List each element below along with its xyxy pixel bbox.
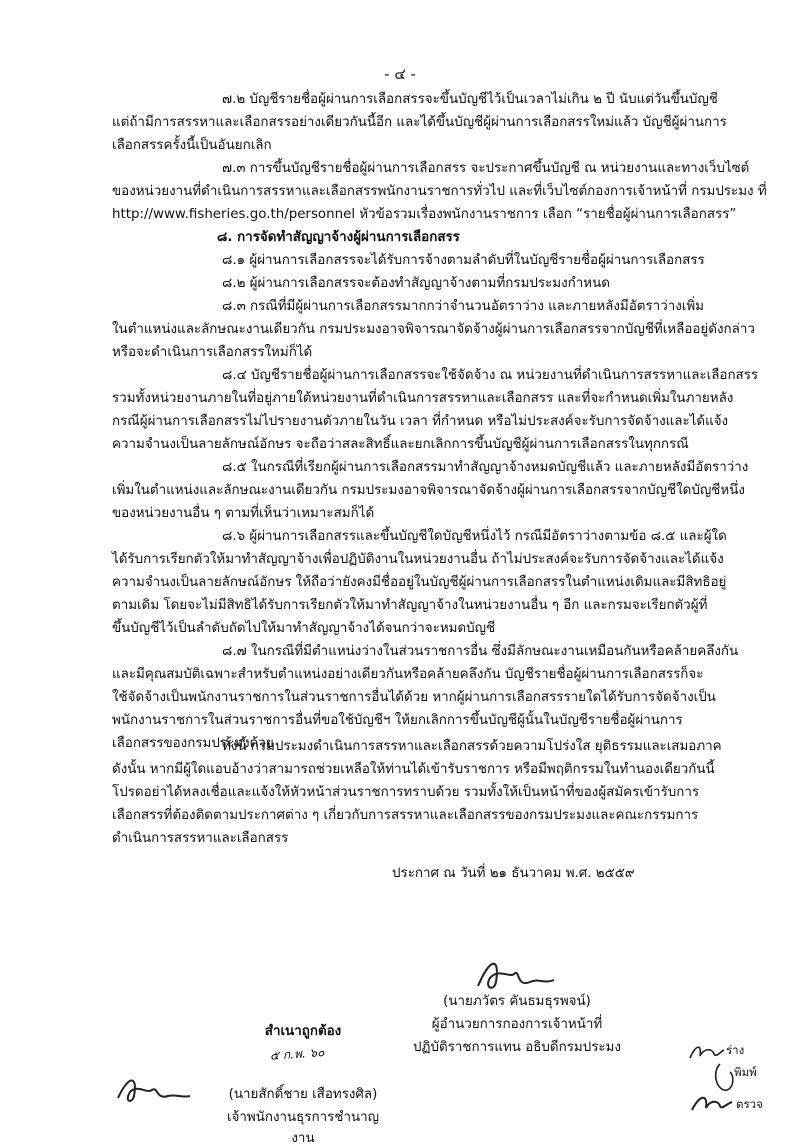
checked-initial [686,1090,736,1114]
paragraph-line: รวมทั้งหน่วยงานภายในที่อยู่ภายใต้หน่วยงานที่ดำเนินการสรรหาและเลือกสรร และที่จะกำหนดเพิ่มในภายหลัง [112,391,734,406]
paragraph-line: ๘.๓ กรณีที่มีผู้ผ่านการเลือกสรรมากกว่าจำนวนอัตราว่าง และภายหลังมีอัตราว่างเพิ่ม [222,299,704,314]
note-draft: ร่าง [726,1043,745,1057]
certifier-position: เจ้าพนักงานธุรการชำนาญงาน [226,1110,380,1146]
paragraph [112,364,759,456]
paragraph-line: ๘.๑ ผู้ผ่านการเลือกสรรจะได้รับการจ้างตามลำดับที่ในบัญชีรายชื่อผู้ผ่านการเลือกสรร [222,253,705,268]
paragraph-line: ขึ้นบัญชีไว้เป็นลำดับถัดไปให้มาทำสัญญาจ้างได้จนกว่าจะหมดบัญชี [112,621,496,636]
paragraph-line: ได้รับการเรียกตัวให้มาทำสัญญาจ้างเพื่อปฏิบัติงานในหน่วยงานอื่น ถ้าไม่ประสงค์จะรับการจัดจ้างและได้แจ้ง [112,552,724,567]
closing-line: ทั้งนี้ กรมประมงดำเนินการสรรหาและเลือกสรรด้วยความโปร่งใส ยุติธรรมและเสมอภาค [222,739,722,754]
paragraph [112,456,749,525]
paragraph-line: แต่ถ้ามีการสรรหาและเลือกสรรอย่างเดียวกันนี้อีก และได้ขึ้นบัญชีผู้ผ่านการเลือกสรรใหม่แล้ว บัญชีผู้ผ่านการ [112,115,727,130]
paragraph-line: ในตำแหน่งและลักษณะงานเดียวกัน กรมประมงอาจพิจารณาจัดจ้างผู้ผ่านการเลือกสรรจากบัญชีที่เหลืออยู่ดังกล่าว [112,322,755,337]
closing-line: โปรดอย่าได้หลงเชื่อและแจ้งให้หัวหน้าส่วนราชการทราบด้วย รวมทั้งให้เป็นหน้าที่ของผู้สมัครเข้ารับการ [112,785,700,800]
closing-paragraph [112,735,722,850]
paragraph-line: ๘. การจัดทำสัญญาจ้างผู้ผ่านการเลือกสรร [217,230,460,245]
note-checked: ตรวจ [736,1097,763,1111]
signer-name: (นายภวัตร คันธมธุรพจน์) [443,994,591,1009]
signer-block [392,990,642,1059]
paragraph [112,525,727,640]
paragraph-line: ๘.๔ บัญชีรายชื่อผู้ผ่านการเลือกสรรจะใช้จัดจ้าง ณ หน่วยงานที่ดำเนินการสรรหาและเลือกสรร [222,368,759,383]
paragraph [112,249,705,272]
paragraph-line: ความจำนงเป็นลายลักษณ์อักษร ให้ถือว่ายังคงมีชื่ออยู่ในบัญชีผู้ผ่านการเลือกสรรในตำแหน่งเดิมและมีสิทธิอยู่ [112,575,727,590]
signer-position: ผู้อำนวยการกองการเจ้าหน้าที่ [431,1017,603,1032]
paragraph-line: ๘.๕ ในกรณีที่เรียกผู้ผ่านการเลือกสรรมาทำสัญญาจ้างหมดบัญชีแล้ว และภายหลังมีอัตราว่าง [222,460,749,475]
paragraph-line: กรณีผู้ผ่านการเลือกสรรไม่ไปรายงานตัวภายในวัน เวลา ที่กำหนด หรือไม่ประสงค์จะรับการจัดจ้างและได้แจ้ง [112,414,729,429]
page-number: - ๔ - [384,65,416,83]
note-typed: พิมพ์ [734,1065,757,1079]
announcement-date: ประกาศ ณ วันที่ ๒๑ ธันวาคม พ.ศ. ๒๕๕๙ [392,866,635,881]
certifier-signature [112,1068,192,1108]
paragraph-line: เลือกสรรครั้งนี้เป็นอันยกเลิก [112,138,272,153]
paragraph-line: เลือกสรรของกรมประมงด้วย [112,736,274,751]
paragraph-line: ๘.๗ ในกรณีที่มีตำแหน่งว่างในส่วนราชการอื่น ซึ่งมีลักษณะงานเหมือนกันหรือคล้ายคลึงกัน [222,644,739,659]
paragraph-line: พนักงานราชการในส่วนราชการอื่นที่ขอใช้บัญชีฯ ให้ยกเลิกการขึ้นบัญชีผู้นั้นในบัญชีรายชื่อผู้ผ่านการ [112,713,683,728]
paragraph [112,226,692,249]
paragraph-line: ตามเดิม โดยจะไม่มีสิทธิได้รับการเรียกตัวให้มาทำสัญญาจ้างในหน่วยงานอื่น ๆ อีก และกรมจะเรียกตัวผู้ที่ [112,598,708,613]
paragraph-line: ของหน่วยงานอื่น ๆ ตามที่เห็นว่าเหมาะสมก็ได้ [112,506,375,521]
paragraph [112,295,755,364]
certifier-name: (นายสักดิ์ชาย เสือทรงศิล) [228,1087,378,1102]
certified-title: สำเนาถูกต้อง [264,1024,342,1039]
signer-delegation: ปฏิบัติราชการแทน อธิบดีกรมประมง [413,1040,621,1055]
paragraph-line: ของหน่วยงานที่ดำเนินการสรรหาและเลือกสรรพนักงานราชการทั่วไป และที่เว็บไซต์กองการเจ้าหน้าที่ กรมประมง ที่ [112,184,767,199]
paragraph-line: ใช้จัดจ้างเป็นพนักงานราชการในส่วนราชการอื่นได้ด้วย หากผู้ผ่านการเลือกสรรรายใดได้รับการจัดจ้างเป็น [112,690,716,705]
paragraph-line: ๘.๖ ผู้ผ่านการเลือกสรรและขึ้นบัญชีใดบัญชีหนึ่งไว้ กรณีมีอัตราว่างตามข้อ ๘.๕ และผู้ใด [222,529,727,544]
paragraph-line: http://www.fisheries.go.th/personnel หัวข้อรวมเรื่องพนักงานราชการ เลือก “รายชื่อผู้ผ่านการเลือกสรร” [112,207,737,222]
paragraph [112,157,767,226]
paragraph-line: ๘.๒ ผู้ผ่านการเลือกสรรจะต้องทำสัญญาจ้างตามที่กรมประมงกำหนด [222,276,610,291]
closing-line: ดำเนินการสรรหาและเลือกสรร [112,831,289,846]
paragraph [112,88,727,157]
paragraph-line: หรือจะดำเนินการเลือกสรรใหม่ก็ได้ [112,345,313,360]
paragraph-line: ๗.๒ บัญชีรายชื่อผู้ผ่านการเลือกสรรจะขึ้นบัญชีไว้เป็นเวลาไม่เกิน ๒ ปี นับแต่วันขึ้นบัญชี [222,92,718,107]
paragraph-line: ๗.๓ การขึ้นบัญชีรายชื่อผู้ผ่านการเลือกสรร จะประกาศขึ้นบัญชี ณ หน่วยงานและทางเว็บไซต์ [222,161,750,176]
closing-line: เลือกสรรที่ต้องติดตามประกาศต่าง ๆ เกี่ยวกับการสรรหาและเลือกสรรของกรมประมงและคณะกรรมการ [112,808,699,823]
paragraph-line: และมีคุณสมบัติเฉพาะสำหรับตำแหน่งอย่างเดียวกันหรือคล้ายคลึงกัน บัญชีรายชื่อผู้ผ่านการเลือกสรรก็จะ [112,667,704,682]
certified-date: ๕ ก.พ. ๖๐ [269,1045,325,1063]
paragraph-line: เพิ่มในตำแหน่งและลักษณะงานเดียวกัน กรมประมงอาจพิจารณาจัดจ้างผู้ผ่านการเลือกสรรจากบัญชีใดบัญชีหนึ่ง [112,483,745,498]
closing-line: ดังนั้น หากมีผู้ใดแอบอ้างว่าสามารถช่วยเหลือให้ท่านได้เข้ารับราชการ หรือมีพฤติกรรมในทำนองเดียวกันนี้ [112,762,715,777]
paragraph-line: ความจำนงเป็นลายลักษณ์อักษร จะถือว่าสละสิทธิ์และยกเลิกการขึ้นบัญชีผู้ผ่านการเลือกสรรในทุกกรณี [112,437,689,452]
body-text [112,88,767,755]
paragraph [112,272,692,295]
